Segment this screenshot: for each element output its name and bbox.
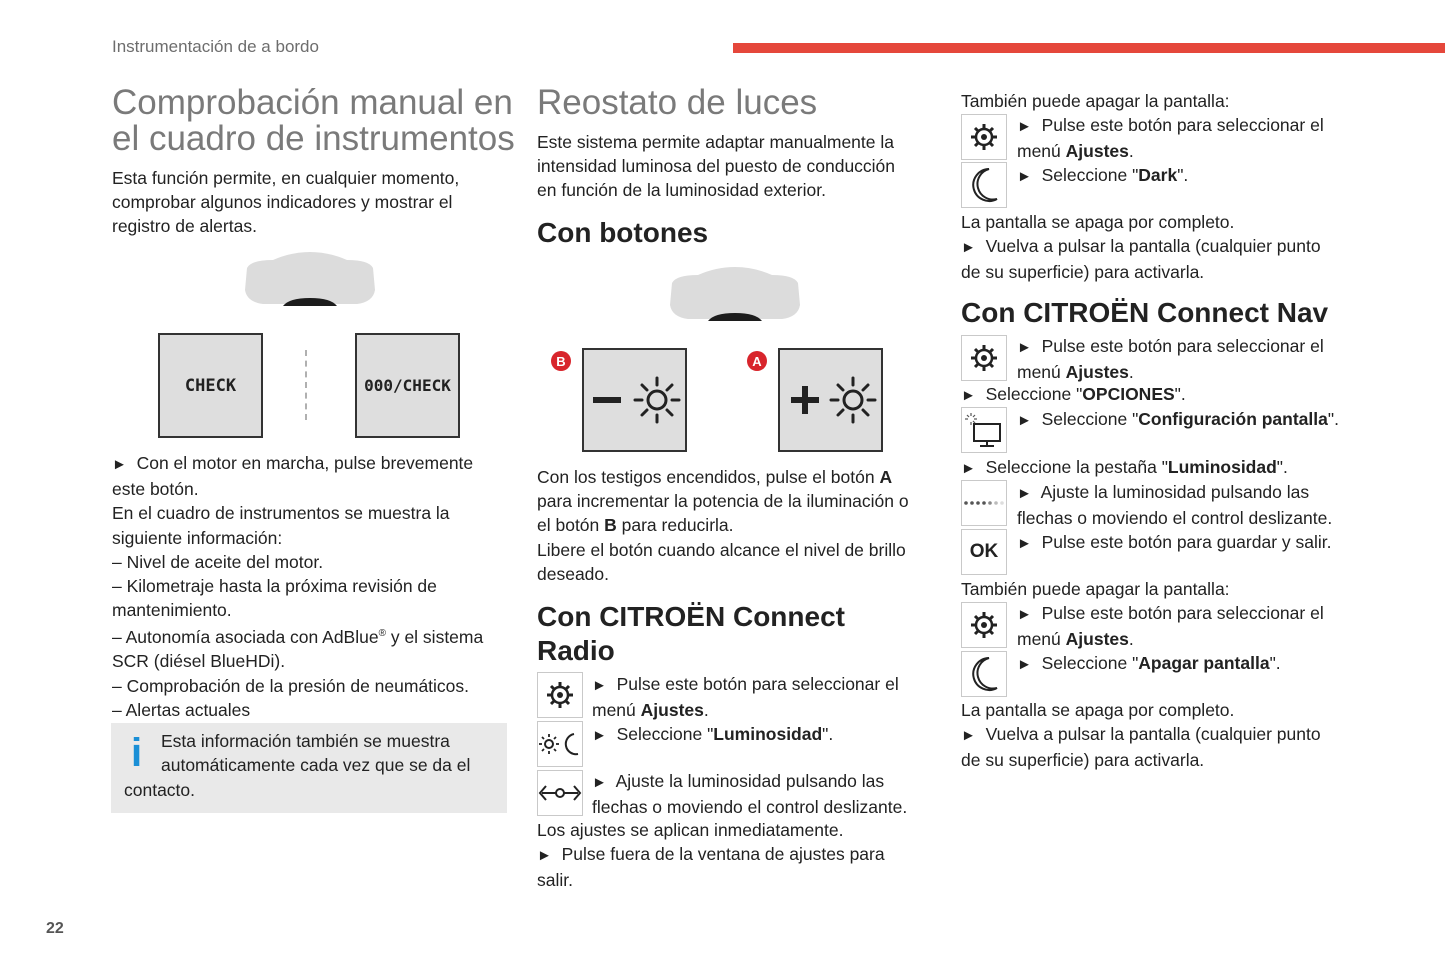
dim-down-button[interactable]	[582, 348, 687, 452]
dim-up-button[interactable]	[778, 348, 883, 452]
dots-slider-icon	[962, 498, 1006, 508]
info-note: i Esta información también se muestra automáticamente cada vez que se da el contacto.	[111, 723, 507, 813]
connect-radio-heading: Con CITROËN Connect Radio	[537, 601, 845, 666]
brightness-moon-icon	[538, 730, 582, 758]
connect-nav-heading: Con CITROËN Connect Nav	[961, 297, 1329, 328]
brightness-slider-control[interactable]	[961, 480, 1007, 526]
radio-step-1: ► Pulse este botón para seleccionar el menú Ajustes. ► Seleccione "Luminosidad".	[592, 674, 899, 745]
dark-intro: También puede apagar la pantalla:	[961, 91, 1230, 111]
gear-icon	[546, 681, 574, 709]
power-off-intro: También puede apagar la pantalla:	[961, 579, 1230, 599]
settings-gear-button[interactable]	[961, 602, 1007, 648]
list-item: – Comprobación de la presión de neumáticos.	[112, 675, 470, 696]
info-icon: i	[131, 731, 143, 775]
check-button[interactable]: CHECK	[158, 333, 263, 438]
slider-icon	[538, 781, 582, 805]
ok-button[interactable]: OK	[961, 529, 1007, 575]
settings-gear-button[interactable]	[961, 114, 1007, 160]
badge-b: B	[551, 351, 571, 371]
screen-brightness-icon	[964, 412, 1004, 448]
manual-check-steps: ► Con el motor en marcha, pulse brevemente este botón. En el cuadro de instrumentos se muestra la siguiente información: – Nivel de aceite del motor. – Kilometraje hasta la próxima revisión de mantenimiento. – Autonomía asociada con AdBlue® y el sistema SCR (diésel BlueHDi). – Comprobación de la presión de neumáticos. – Alertas actuales	[112, 451, 483, 722]
radio-step-3: ► Ajuste la luminosidad pulsando las flechas o moviendo el control deslizante.	[592, 771, 908, 818]
gear-icon	[970, 611, 998, 639]
dark-steps: ► Pulse este botón para seleccionar el menú Ajustes. ► Seleccione "Dark".	[1017, 115, 1324, 186]
settings-gear-button[interactable]	[537, 672, 583, 718]
power-off-result: La pantalla se apaga por completo. ► Vuelva a pulsar la pantalla (cualquier punto de su superficie) para activarla.	[961, 700, 1321, 771]
header-accent-bar	[733, 43, 1445, 53]
power-off-steps: ► Pulse este botón para seleccionar el menú Ajustes. ► Seleccione "Apagar pantalla".	[1017, 603, 1324, 674]
list-item: – Alertas actuales	[112, 699, 251, 720]
page-number: 22	[46, 920, 64, 937]
radio-step-4: Los ajustes se aplican inmediatamente. ► Pulse fuera de la ventana de ajustes para salir.	[537, 820, 885, 891]
dimmer-intro: Este sistema permite adaptar manualmente la intensidad luminosa del puesto de conducción en función de la luminosidad exterior.	[537, 132, 896, 201]
dark-mode-button[interactable]	[961, 162, 1007, 208]
badge-a: A	[747, 351, 767, 371]
car-dashboard-icon	[243, 250, 377, 311]
list-item: – Kilometraje hasta la próxima revisión de	[112, 576, 437, 597]
moon-icon	[969, 167, 999, 203]
slider-button[interactable]	[537, 770, 583, 816]
manual-check-title: Comprobación manual en el cuadro de instrumentos	[112, 83, 515, 158]
nav-step-3: ► Seleccione "Configuración pantalla".	[1017, 409, 1339, 429]
gear-icon	[970, 123, 998, 151]
dark-result: La pantalla se apaga por completo. ► Vuelva a pulsar la pantalla (cualquier punto de su superficie) para activarla.	[961, 212, 1321, 283]
gear-icon	[970, 344, 998, 372]
car-dashboard-icon	[668, 265, 802, 326]
moon-icon	[969, 656, 999, 692]
nav-step-2: ► Seleccione "OPCIONES".	[961, 384, 1186, 404]
buttons-instructions: Con los testigos encendidos, pulse el botón A para incrementar la potencia de la iluminación o el botón B para reducirla. Libere el botón cuando alcance el nivel de brillo deseado.	[537, 467, 909, 584]
section-header: Instrumentación de a bordo	[112, 37, 319, 56]
nav-step-5: ► Ajuste la luminosidad pulsando las flechas o moviendo el control deslizante. ► Pulse este botón para guardar y salir.	[1017, 482, 1333, 553]
nav-step-1: ► Pulse este botón para seleccionar el menú Ajustes.	[1017, 336, 1324, 383]
manual-check-intro: Esta función permite, en cualquier momento, comprobar algunos indicadores y mostrar el registro de alertas.	[112, 168, 460, 237]
brightness-button[interactable]	[537, 721, 583, 767]
list-item: – Nivel de aceite del motor.	[112, 551, 324, 572]
separator	[305, 350, 310, 420]
power-off-button[interactable]	[961, 651, 1007, 697]
nav-step-4: ► Seleccione la pestaña "Luminosidad".	[961, 457, 1288, 477]
settings-gear-button[interactable]	[961, 335, 1007, 381]
minus-sun-icon	[587, 370, 683, 430]
screen-config-button[interactable]	[961, 407, 1007, 453]
plus-sun-icon	[783, 370, 879, 430]
list-item: – Autonomía asociada con AdBlue® y el sistema	[112, 627, 484, 648]
buttons-heading: Con botones	[537, 217, 709, 248]
dimmer-title: Reostato de luces	[537, 83, 818, 122]
odometer-check-button[interactable]: 000/CHECK	[355, 333, 460, 438]
